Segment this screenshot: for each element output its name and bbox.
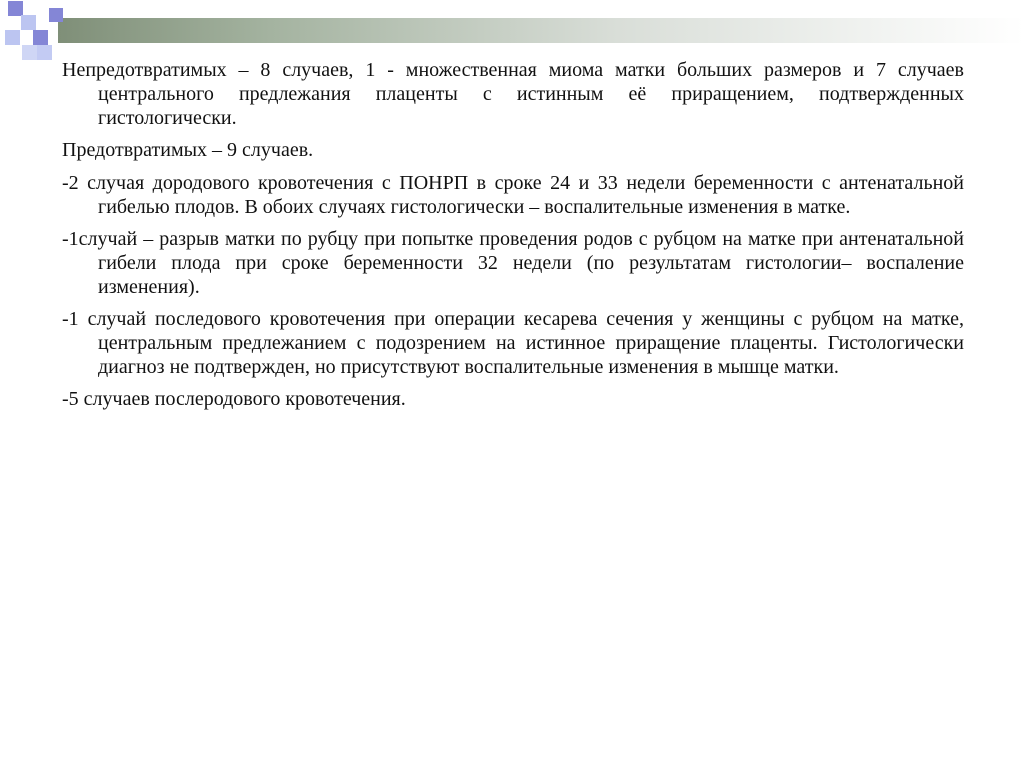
paragraph-unpreventable-cases: Непредотвратимых – 8 случаев, 1 - множественная миома матки больших размеров и 7 случаев центрального предлежания плаценты с истинным её приращением, подтвержденных гистологически. <box>62 59 964 129</box>
decorative-square <box>33 30 48 45</box>
decorative-square <box>8 1 23 16</box>
paragraph-uterine-rupture: -1случай – разрыв матки по рубцу при попытке проведения родов с рубцом на матке при антенатальной гибели плода при сроке беременности 32 недели (по результатам гистологии– воспаление изменения). <box>62 228 964 298</box>
decorative-square <box>22 45 37 60</box>
decorative-square <box>49 8 63 22</box>
decorative-square <box>5 30 20 45</box>
decorative-square <box>37 45 52 60</box>
slide-content <box>62 58 964 420</box>
decorative-square <box>21 15 36 30</box>
decorative-title-band <box>58 18 1024 43</box>
paragraph-placental-bleeding: -1 случай последового кровотечения при операции кесарева сечения у женщины с рубцом на матке, центральным предлежанием с подозрением на истинное приращение плаценты. Гистологически диагноз не подтвержден, но присутствуют воспалительные изменения в мышце матки. <box>62 308 964 378</box>
paragraph-postpartum-bleeding: -5 случаев послеродового кровотечения. <box>62 388 406 410</box>
paragraph-antenatal-bleeding: -2 случая дородового кровотечения с ПОНРП в сроке 24 и 33 недели беременности с антенатальной гибелью плодов. В обоих случаях гистологически – воспалительные изменения в матке. <box>62 172 964 218</box>
paragraph-preventable-cases: Предотвратимых – 9 случаев. <box>62 139 314 161</box>
